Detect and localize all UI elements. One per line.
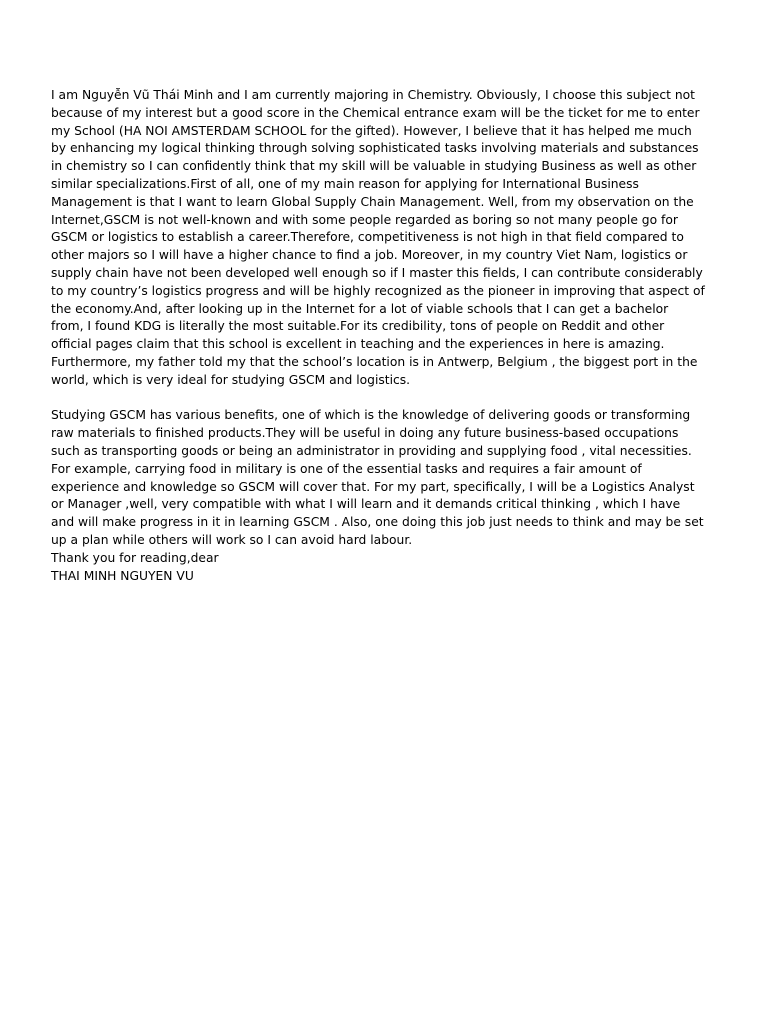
text-line: official pages claim that this school is excellent in teaching and the experiences in here is amazing. xyxy=(51,337,665,352)
text-line: up a plan while others will work so I can avoid hard labour. xyxy=(51,532,413,547)
text-line: similar specializations.First of all, one of my main reason for applying for International Business xyxy=(51,176,639,191)
text-line: GSCM or logistics to establish a career.Therefore, competitiveness is not high in that field compared to xyxy=(51,230,684,245)
letter-body xyxy=(51,87,721,585)
text-line: experience and knowledge so GSCM will cover that. For my part, specifically, I will be a Logistics Analyst xyxy=(51,479,695,494)
text-line: to my country’s logistics progress and will be highly recognized as the pioneer in improving that aspect of xyxy=(51,283,705,298)
text-line: Management is that I want to learn Global Supply Chain Management. Well, from my observation on the xyxy=(51,194,694,209)
text-line: by enhancing my logical thinking through solving sophisticated tasks involving materials and substances xyxy=(51,141,699,156)
signature: THAI MINH NGUYEN VU xyxy=(51,568,194,583)
text-line: in chemistry so I can confidently think that my skill will be valuable in studying Business as well as other xyxy=(51,159,697,174)
text-line: the economy.And, after looking up in the Internet for a lot of viable schools that I can get a bachelor xyxy=(51,301,669,316)
text-line: raw materials to finished products.They will be useful in doing any future business-based occupations xyxy=(51,426,679,441)
text-line: world, which is very ideal for studying GSCM and logistics. xyxy=(51,372,411,387)
text-line: such as transporting goods or being an administrator in providing and supplying food , vital necessities. xyxy=(51,443,692,458)
paragraph-2 xyxy=(51,407,721,549)
text-line: other majors so I will have a higher chance to find a job. Moreover, in my country Viet Nam, logistics or xyxy=(51,248,688,263)
text-line: I am Nguyễn Vũ Thái Minh and I am currently majoring in Chemistry. Obviously, I choose this subject not xyxy=(51,88,695,102)
text-line: Furthermore, my father told my that the school’s location is in Antwerp, Belgium , the biggest port in the xyxy=(51,354,698,369)
text-line: For example, carrying food in military is one of the essential tasks and requires a fair amount of xyxy=(51,461,642,476)
paragraph-1 xyxy=(51,87,721,390)
closing-line: Thank you for reading,dear xyxy=(51,550,219,565)
text-line: because of my interest but a good score in the Chemical entrance exam will be the ticket for me to enter xyxy=(51,105,700,120)
text-line: supply chain have not been developed well enough so if I master this fields, I can contribute considerably xyxy=(51,265,703,280)
text-line: or Manager ,well, very compatible with what I will learn and it demands critical thinking , which I have xyxy=(51,497,681,512)
text-line: and will make progress in it in learning GSCM . Also, one doing this job just needs to think and may be set xyxy=(51,515,704,530)
text-line: from, I found KDG is literally the most suitable.For its credibility, tons of people on Reddit and other xyxy=(51,319,665,334)
paragraph-spacer xyxy=(51,390,721,408)
text-line: Internet,GSCM is not well-known and with some people regarded as boring so not many people go for xyxy=(51,212,678,227)
text-line: my School (HA NOI AMSTERDAM SCHOOL for the gifted). However, I believe that it has helped me much xyxy=(51,123,692,138)
text-line: Studying GSCM has various benefits, one of which is the knowledge of delivering goods or transforming xyxy=(51,408,691,423)
